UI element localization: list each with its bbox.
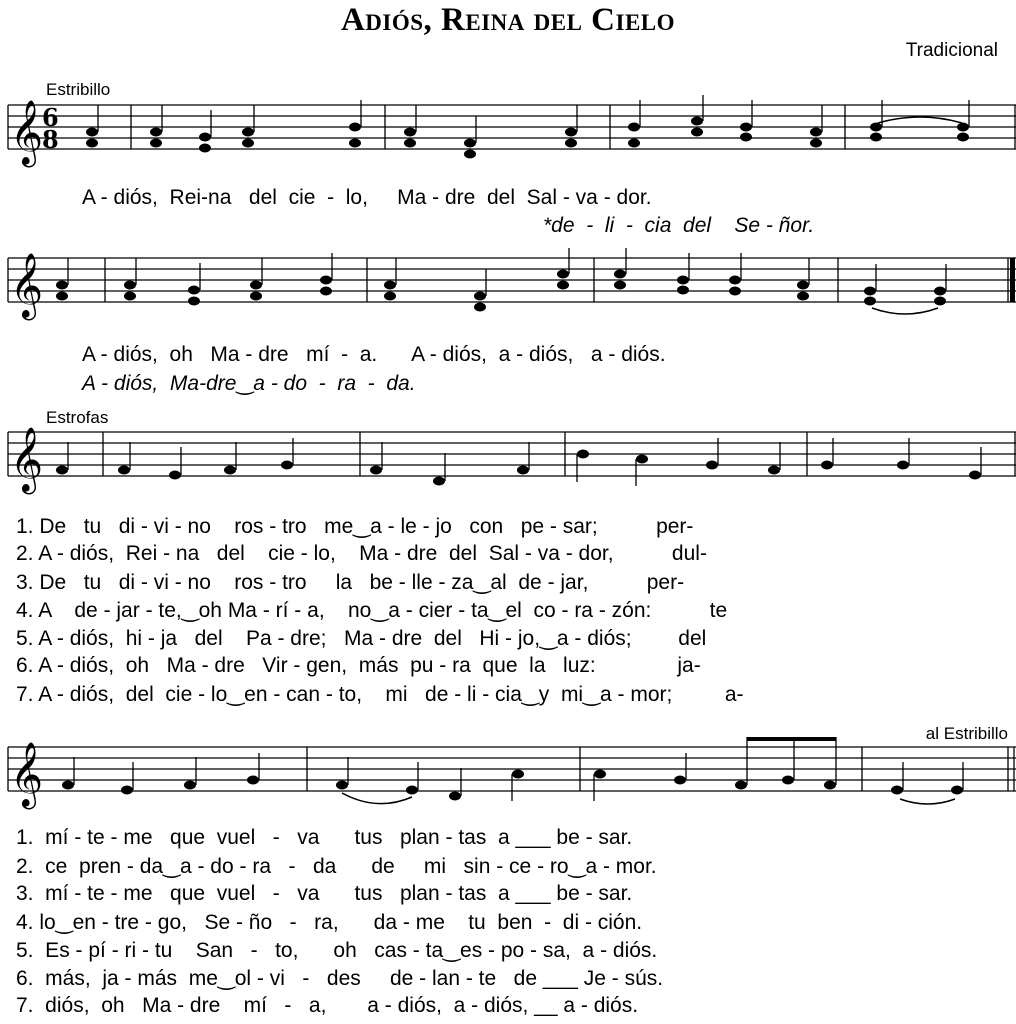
verse-line-2b: 2. ce pren - da‿a - do - ra - da de mi sin - ce - ro‿a - mor. [16, 855, 657, 878]
verse-line-6a: 6. A - diós, oh Ma - dre Vir - gen, más pu - ra que la luz: ja- [16, 654, 701, 677]
refrain-lyric-line-1: A - diós, Rei-na del cie - lo, Ma - dre del Sal - va - dor. [82, 186, 652, 209]
refrain-lyric-line-1-alt: *de - li - cia del Se - ñor. [543, 214, 815, 237]
verse-line-3b: 3. mí - te - me que vuel - va tus plan - tas a ___ be - sar. [16, 882, 633, 905]
composer-credit: Tradicional [905, 40, 998, 61]
verse-line-5b: 5. Es - pí - ri - tu San - to, oh cas - ta‿es - po - sa, a - diós. [16, 939, 658, 962]
tie-mark [878, 117, 962, 123]
verse-line-4b: 4. lo‿en - tre - go, Se - ño - ra, da - me tu ben - di - ción. [16, 911, 643, 934]
to-refrain-label: al Estribillo [925, 724, 1008, 743]
staff-system-1 [0, 95, 1016, 185]
song-title: Adiós, Reina del Cielo [340, 2, 676, 38]
refrain-lyric-line-2: A - diós, oh Ma - dre mí - a. A - diós, a - diós, a - diós. [82, 343, 666, 366]
verse-line-3a: 3. De tu di - vi - no ros - tro la be - lle - za‿al de - jar, per- [16, 571, 685, 594]
verse-line-5a: 5. A - diós, hi - ja del Pa - dre; Ma - dre del Hi - jo,‿a - diós; del [16, 627, 707, 650]
verse-line-6b: 6. más, ja - más me‿ol - vi - des de - lan - te de ___ Je - sús. [16, 967, 664, 990]
beam-mark [747, 737, 836, 741]
verse-line-7a: 7. A - diós, del cie - lo‿en - can - to, mi de - li - cia‿y mi‿a - mor; a- [16, 683, 744, 706]
refrain-label: Estribillo [46, 80, 111, 99]
verse-line-1a: 1. De tu di - vi - no ros - tro me‿a - le - jo con pe - sar; per- [16, 515, 694, 538]
refrain-lyric-line-2-alt: A - diós, Ma-dre‿a - do - ra - da. [82, 372, 416, 395]
staff-system-3 [0, 422, 1016, 512]
time-signature-top: 6 [42, 103, 59, 132]
treble-clef-icon: 𝄞 [10, 253, 44, 318]
verse-line-4a: 4. A de - jar - te,‿oh Ma - rí - a, no‿a - cier - ta‿el co - ra - zón: te [16, 599, 728, 622]
staff-system-2 [0, 248, 1016, 338]
verse-line-2a: 2. A - diós, Rei - na del cie - lo, Ma - dre del Sal - va - dor, dul- [16, 542, 707, 565]
verse-line-7b: 7. diós, oh Ma - dre mí - a, a - diós, a - diós, __ a - diós. [16, 994, 639, 1017]
time-signature-bottom: 8 [42, 125, 59, 154]
treble-clef-icon: 𝄞 [10, 100, 44, 165]
tie-mark [872, 308, 938, 314]
verses-label: Estrofas [46, 408, 109, 427]
tie-mark [900, 799, 955, 804]
treble-clef-icon: 𝄞 [10, 427, 44, 492]
staff-system-4 [0, 737, 1016, 827]
verse-line-1b: 1. mí - te - me que vuel - va tus plan - tas a ___ be - sar. [16, 826, 633, 849]
treble-clef-icon: 𝄞 [10, 742, 44, 807]
slur-mark [342, 793, 412, 804]
